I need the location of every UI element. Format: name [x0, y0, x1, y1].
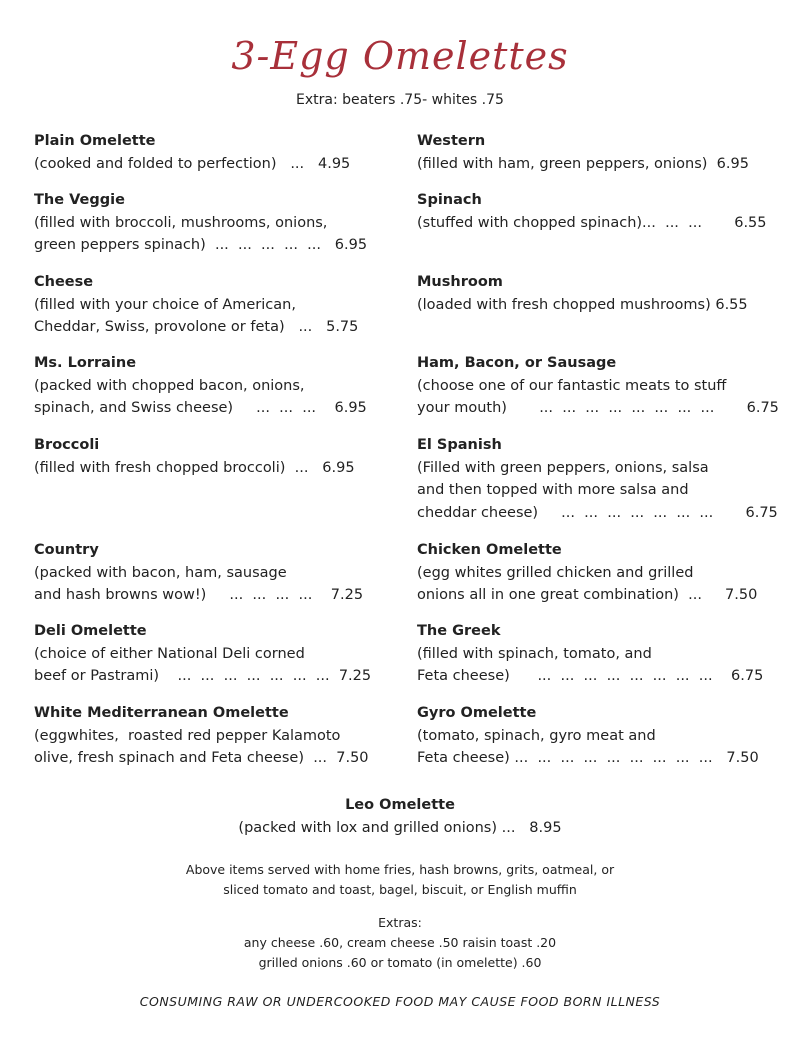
item-name: The Greek	[417, 623, 501, 639]
item-description: and then topped with more salsa and	[417, 482, 689, 498]
item-description: onions all in one great combination) ... 7.50	[417, 587, 758, 603]
extras-line: any cheese .60, cream cheese .50 raisin toast .20	[243, 935, 557, 950]
item-name: Leo Omelette	[345, 797, 455, 813]
extras-line: grilled onions .60 or tomato (in omelette) .60	[258, 955, 542, 970]
item-name: Spinach	[417, 192, 482, 208]
item-name: Ham, Bacon, or Sausage	[417, 355, 617, 371]
item-description: (filled with ham, green peppers, onions) 6.95	[417, 155, 749, 172]
item-description: Cheddar, Swiss, provolone or feta) ... 5.75	[34, 319, 359, 335]
item-description: (Filled with green peppers, onions, salsa	[417, 459, 709, 476]
item-name: Deli Omelette	[34, 623, 147, 639]
item-description: green peppers spinach) ... ... ... ... ... 6.95	[34, 237, 368, 253]
item-description: cheddar cheese) ... ... ... ... ... ... ... 6.75	[417, 504, 778, 521]
item-description: (filled with fresh chopped broccoli) ... 6.95	[34, 459, 355, 476]
item-description: (choice of either National Deli corned	[34, 645, 305, 662]
sides-line: sliced tomato and toast, bagel, biscuit, or English muffin	[223, 882, 577, 897]
item-description: Feta cheese) ... ... ... ... ... ... ... ... ... 7.50	[417, 750, 759, 766]
sides-line: Above items served with home fries, hash browns, grits, oatmeal, or	[185, 862, 615, 877]
extra-note: Extra: beaters .75- whites .75	[296, 92, 504, 108]
item-name: The Veggie	[34, 192, 125, 208]
item-description: beef or Pastrami) ... ... ... ... ... ... ... 7.25	[34, 668, 372, 684]
item-description: (packed with lox and grilled onions) ... 8.95	[238, 819, 562, 836]
item-description: (loaded with fresh chopped mushrooms) 6.55	[417, 296, 748, 313]
menu-item-white-mediterranean	[34, 702, 369, 770]
item-name: Western	[417, 133, 486, 149]
item-name: Cheese	[34, 274, 94, 290]
menu-item-western	[417, 130, 749, 175]
item-description: (stuffed with chopped spinach)... ... ... 6.55	[417, 214, 767, 231]
item-name: Ms. Lorraine	[34, 355, 137, 371]
menu-item-spinach	[417, 189, 767, 234]
item-description: (cooked and folded to perfection) ... 4.95	[34, 155, 351, 172]
menu-item-el-spanish	[417, 434, 778, 524]
menu-item-broccoli	[34, 434, 355, 479]
item-description: (packed with bacon, ham, sausage	[34, 564, 287, 581]
item-name: White Mediterranean Omelette	[34, 705, 289, 721]
menu-item-country	[34, 539, 363, 607]
menu-title: 3-Egg Omelettes	[231, 34, 569, 78]
sides-note	[0, 860, 800, 900]
item-name: Gyro Omelette	[417, 705, 537, 721]
menu-item-cheese	[34, 271, 358, 339]
menu-item-the-greek	[417, 620, 763, 688]
item-description: and hash browns wow!) ... ... ... ... 7.25	[34, 587, 364, 603]
item-description: (egg whites grilled chicken and grilled	[417, 564, 694, 581]
item-name: Country	[34, 542, 99, 558]
item-name: Chicken Omelette	[417, 542, 562, 558]
extras-heading: Extras:	[378, 915, 422, 930]
extras-section	[0, 913, 800, 973]
menu-item-deli-omelette	[34, 620, 371, 688]
menu-item-leo-omelette	[0, 794, 800, 839]
item-description: (tomato, spinach, gyro meat and	[417, 727, 656, 744]
item-name: Mushroom	[417, 274, 503, 290]
item-description: (filled with broccoli, mushrooms, onions,	[34, 214, 328, 231]
menu-item-ham-bacon-sausage	[417, 352, 779, 420]
item-description: olive, fresh spinach and Feta cheese) ... 7.50	[34, 750, 369, 766]
item-description: (filled with your choice of American,	[34, 296, 296, 313]
item-description: Feta cheese) ... ... ... ... ... ... ... ... 6.75	[417, 668, 764, 684]
item-description: your mouth) ... ... ... ... ... ... ... ... 6.75	[417, 400, 779, 416]
item-name: Broccoli	[34, 437, 100, 453]
menu-item-the-veggie	[34, 189, 367, 257]
item-name: Plain Omelette	[34, 133, 156, 149]
item-description: (eggwhites, roasted red pepper Kalamoto	[34, 727, 341, 744]
menu-item-chicken-omelette	[417, 539, 757, 607]
menu-item-plain-omelette	[34, 130, 350, 175]
item-description: (packed with chopped bacon, onions,	[34, 377, 305, 394]
menu-item-mushroom	[417, 271, 748, 316]
item-name: El Spanish	[417, 437, 502, 453]
item-description: spinach, and Swiss cheese) ... ... ... 6.95	[34, 400, 367, 416]
menu-item-ms-lorraine	[34, 352, 367, 420]
item-description: (filled with spinach, tomato, and	[417, 645, 652, 662]
menu-item-gyro-omelette	[417, 702, 759, 770]
food-warning: CONSUMING RAW OR UNDERCOOKED FOOD MAY CAUSE FOOD BORN ILLNESS	[139, 994, 661, 1009]
item-description: (choose one of our fantastic meats to stuff	[417, 377, 727, 394]
